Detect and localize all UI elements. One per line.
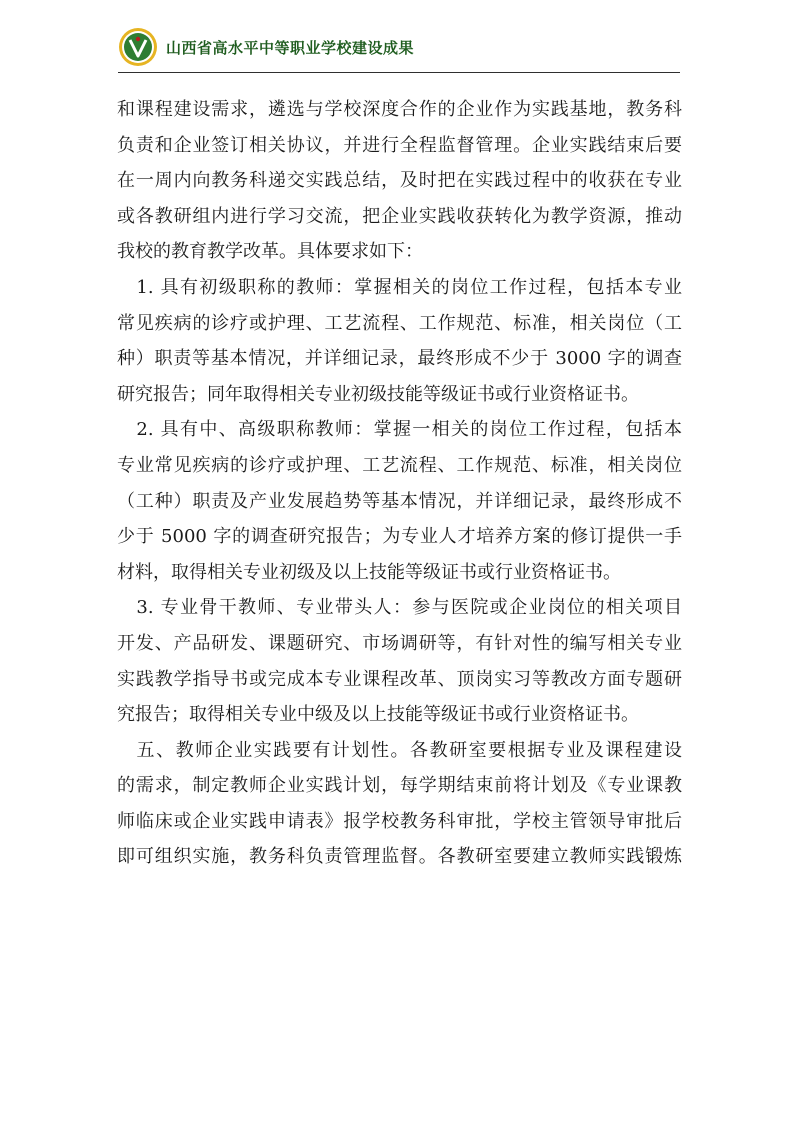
text-line: 研究报告；同年取得相关专业初级技能等级证书或行业资格证书。 <box>117 383 639 405</box>
text-line: 和课程建设需求，遴选与学校深度合作的企业作为实践基地，教务科 <box>117 99 682 120</box>
page-header <box>118 24 680 70</box>
header-title: 山西省高水平中等职业学校建设成果 <box>166 38 415 57</box>
text-line: 材料，取得相关专业初级及以上技能等级证书或行业资格证书。 <box>117 561 621 583</box>
text-line: 1. 具有初级职称的教师：掌握相关的岗位工作过程，包括本专业 <box>117 276 682 298</box>
text-line: 3. 专业骨干教师、专业带头人：参与医院或企业岗位的相关项目 <box>117 597 682 619</box>
school-logo-icon <box>118 27 158 67</box>
paragraph <box>117 733 682 875</box>
text-line: 少于 5000 字的调查研究报告；为专业人才培养方案的修订提供一手 <box>117 526 682 548</box>
paragraph <box>117 590 682 732</box>
text-line: 负责和企业签订相关协议，并进行全程监督管理。企业实践结束后要 <box>117 134 682 156</box>
text-line: 我校的教育教学改革。具体要求如下： <box>117 241 423 263</box>
paragraph <box>117 92 682 270</box>
text-line: 常见疾病的诊疗或护理、工艺流程、工作规范、标准，相关岗位（工 <box>117 312 682 334</box>
document-body <box>117 92 682 875</box>
text-line: 实践教学指导书或完成本专业课程改革、顶岗实习等教改方面专题研 <box>117 668 682 690</box>
header-divider <box>118 72 680 73</box>
text-line: 或各教研组内进行学习交流，把企业实践收获转化为教学资源，推动 <box>117 205 682 227</box>
text-line: 2. 具有中、高级职称教师：掌握一相关的岗位工作过程，包括本 <box>117 419 682 441</box>
text-line: 五、教师企业实践要有计划性。各教研室要根据专业及课程建设 <box>117 739 682 761</box>
text-line: 的需求，制定教师企业实践计划，每学期结束前将计划及《专业课教 <box>117 775 682 797</box>
text-line: 种）职责等基本情况，并详细记录，最终形成不少于 3000 字的调查 <box>117 348 682 370</box>
paragraph <box>117 270 682 412</box>
text-line: 师临床或企业实践申请表》报学校教务科审批，学校主管领导审批后 <box>117 810 682 832</box>
text-line: （工种）职责及产业发展趋势等基本情况，并详细记录，最终形成不 <box>117 490 682 512</box>
text-line: 究报告；取得相关专业中级及以上技能等级证书或行业资格证书。 <box>117 704 639 726</box>
text-line: 即可组织实施，教务科负责管理监督。各教研室要建立教师实践锻炼 <box>117 846 682 868</box>
paragraph <box>117 412 682 590</box>
text-line: 专业常见疾病的诊疗或护理、工艺流程、工作规范、标准，相关岗位 <box>117 454 682 476</box>
text-line: 在一周内向教务科递交实践总结，及时把在实践过程中的收获在专业 <box>117 170 682 192</box>
text-line: 开发、产品研发、课题研究、市场调研等，有针对性的编写相关专业 <box>117 632 682 654</box>
